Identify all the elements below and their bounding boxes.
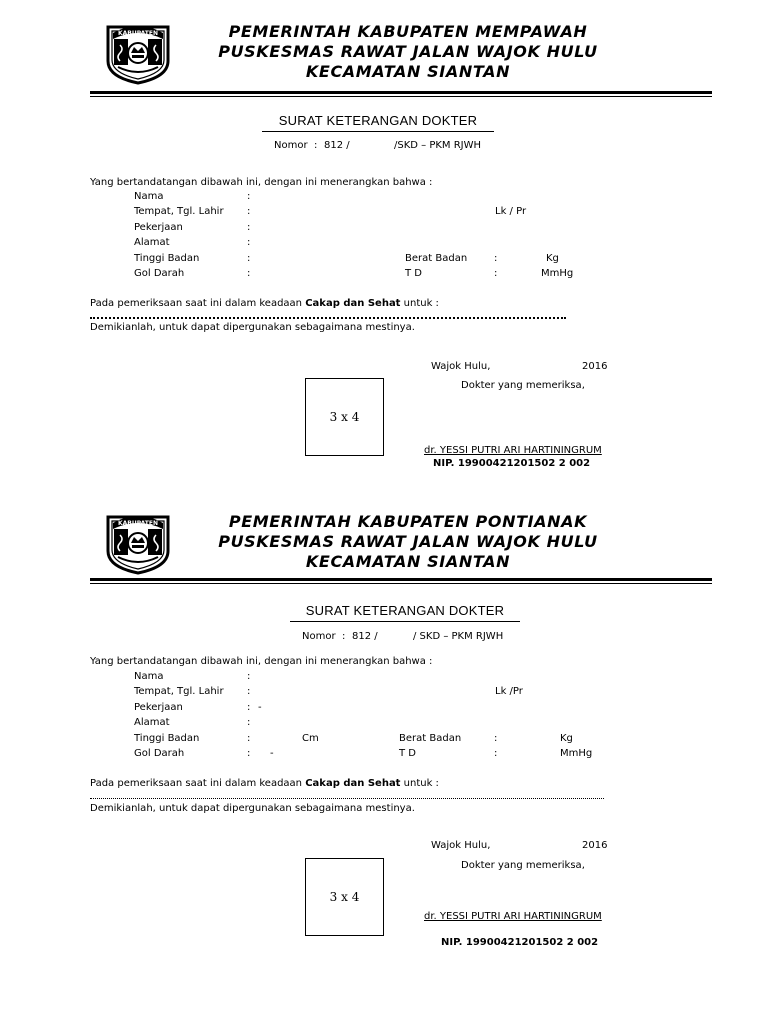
closing-text: Demikianlah, untuk dapat dipergunakan sebagaimana mestinya. bbox=[90, 322, 415, 333]
field-gender: Lk / Pr bbox=[495, 206, 527, 217]
field-td-label: T D bbox=[399, 748, 416, 759]
field-pekerjaan-label: Pekerjaan bbox=[134, 222, 183, 233]
doctor-nip: NIP. 19900421201502 2 002 bbox=[441, 937, 599, 948]
intro-text: Yang bertandatangan dibawah ini, dengan ini menerangkan bahwa : bbox=[90, 656, 433, 667]
field-berat-label: Berat Badan bbox=[399, 733, 462, 744]
field-berat-colon: : bbox=[494, 733, 498, 744]
doctor-name: dr. YESSI PUTRI ARI HARTININGRUM bbox=[424, 911, 602, 922]
nomor-label: Nomor bbox=[302, 631, 336, 642]
field-gender: Lk /Pr bbox=[495, 686, 523, 697]
field-gol-colon: : bbox=[247, 268, 251, 279]
photo-box bbox=[305, 378, 384, 456]
field-alamat-label: Alamat bbox=[134, 717, 170, 728]
field-pekerjaan-colon: : bbox=[247, 702, 251, 713]
dotted-fill-line bbox=[90, 798, 604, 799]
pemeriksaan-bold: Cakap dan Sehat bbox=[305, 778, 401, 789]
field-tinggi-colon: : bbox=[247, 253, 251, 264]
title-underline bbox=[262, 131, 494, 132]
nomor-value: 812 / bbox=[352, 631, 378, 642]
field-tinggi-label: Tinggi Badan bbox=[134, 733, 200, 744]
field-td-label: T D bbox=[405, 268, 422, 279]
field-nama-label: Nama bbox=[134, 191, 164, 202]
field-ttl-colon: : bbox=[247, 686, 251, 697]
dotted-fill-line bbox=[90, 317, 566, 319]
letterhead bbox=[148, 22, 668, 82]
nomor-colon: : bbox=[314, 140, 318, 151]
field-td-unit: MmHg bbox=[541, 268, 574, 279]
field-gol-value: - bbox=[270, 748, 274, 759]
field-nama-colon: : bbox=[247, 671, 251, 682]
pemeriksaan-bold: Cakap dan Sehat bbox=[305, 298, 401, 309]
nomor-value: 812 / bbox=[324, 140, 350, 151]
photo-size-label: 3 x 4 bbox=[329, 890, 360, 904]
nomor-code: / SKD – PKM RJWH bbox=[413, 631, 504, 642]
letterhead-rule-thick bbox=[90, 91, 712, 94]
photo-box bbox=[305, 858, 384, 936]
field-tinggi-colon: : bbox=[247, 733, 251, 744]
examiner-label: Dokter yang memeriksa, bbox=[461, 380, 585, 391]
field-alamat-label: Alamat bbox=[134, 237, 170, 248]
field-gol-colon: : bbox=[247, 748, 251, 759]
field-nama-label: Nama bbox=[134, 671, 164, 682]
doctor-name: dr. YESSI PUTRI ARI HARTININGRUM bbox=[424, 445, 602, 456]
field-berat-unit: Kg bbox=[560, 733, 573, 744]
intro-text: Yang bertandatangan dibawah ini, dengan ini menerangkan bahwa : bbox=[90, 177, 433, 188]
field-tinggi-unit: Cm bbox=[302, 733, 319, 744]
place-label: Wajok Hulu, bbox=[431, 361, 491, 372]
field-gol-label: Gol Darah bbox=[134, 268, 185, 279]
nomor-colon: : bbox=[342, 631, 346, 642]
letterhead-rule-thick bbox=[90, 578, 712, 581]
letterhead-line-1: PEMERINTAH KABUPATEN MEMPAWAH bbox=[228, 22, 588, 41]
letterhead bbox=[148, 512, 668, 572]
field-td-colon: : bbox=[494, 748, 498, 759]
letterhead-line-2: PUSKESMAS RAWAT JALAN WAJOK HULU bbox=[218, 532, 598, 551]
field-tinggi-label: Tinggi Badan bbox=[134, 253, 200, 264]
letter-2 bbox=[0, 490, 768, 990]
field-pekerjaan-value: - bbox=[258, 702, 262, 713]
year-label: 2016 bbox=[582, 361, 608, 372]
pemeriksaan-statement: Pada pemeriksaan saat ini dalam keadaan Cakap dan Sehat untuk : bbox=[90, 298, 439, 309]
field-ttl-label: Tempat, Tgl. Lahir bbox=[134, 206, 224, 217]
letterhead-rule-thin bbox=[90, 96, 712, 97]
field-td-colon: : bbox=[494, 268, 498, 279]
place-label: Wajok Hulu, bbox=[431, 840, 491, 851]
closing-text: Demikianlah, untuk dapat dipergunakan sebagaimana mestinya. bbox=[90, 803, 415, 814]
field-ttl-label: Tempat, Tgl. Lahir bbox=[134, 686, 224, 697]
field-alamat-colon: : bbox=[247, 717, 251, 728]
letter-1 bbox=[0, 0, 768, 500]
field-berat-label: Berat Badan bbox=[405, 253, 468, 264]
field-alamat-colon: : bbox=[247, 237, 251, 248]
letterhead-line-1: PEMERINTAH KABUPATEN PONTIANAK bbox=[228, 512, 588, 531]
letterhead-rule-thin bbox=[90, 583, 712, 584]
field-berat-colon: : bbox=[494, 253, 498, 264]
field-td-unit: MmHg bbox=[560, 748, 593, 759]
letterhead-line-3: KECAMATAN SIANTAN bbox=[305, 552, 511, 571]
nomor-code: /SKD – PKM RJWH bbox=[394, 140, 482, 151]
field-berat-unit: Kg bbox=[546, 253, 559, 264]
nomor-label: Nomor bbox=[274, 140, 308, 151]
document-title: SURAT KETERANGAN DOKTER bbox=[305, 603, 505, 618]
letterhead-line-2: PUSKESMAS RAWAT JALAN WAJOK HULU bbox=[218, 42, 598, 61]
document-title: SURAT KETERANGAN DOKTER bbox=[278, 113, 478, 128]
field-ttl-colon: : bbox=[247, 206, 251, 217]
letterhead-line-3: KECAMATAN SIANTAN bbox=[305, 62, 511, 81]
field-nama-colon: : bbox=[247, 191, 251, 202]
photo-size-label: 3 x 4 bbox=[329, 410, 360, 424]
field-gol-label: Gol Darah bbox=[134, 748, 185, 759]
field-pekerjaan-colon: : bbox=[247, 222, 251, 233]
emblem-text: KABUPATEN bbox=[118, 520, 158, 527]
title-underline bbox=[290, 621, 520, 622]
year-label: 2016 bbox=[582, 840, 608, 851]
examiner-label: Dokter yang memeriksa, bbox=[461, 860, 585, 871]
doctor-nip: NIP. 19900421201502 2 002 bbox=[433, 458, 591, 469]
field-pekerjaan-label: Pekerjaan bbox=[134, 702, 183, 713]
pemeriksaan-statement: Pada pemeriksaan saat ini dalam keadaan Cakap dan Sehat untuk : bbox=[90, 778, 439, 789]
emblem-text: KABUPATEN bbox=[118, 30, 158, 37]
